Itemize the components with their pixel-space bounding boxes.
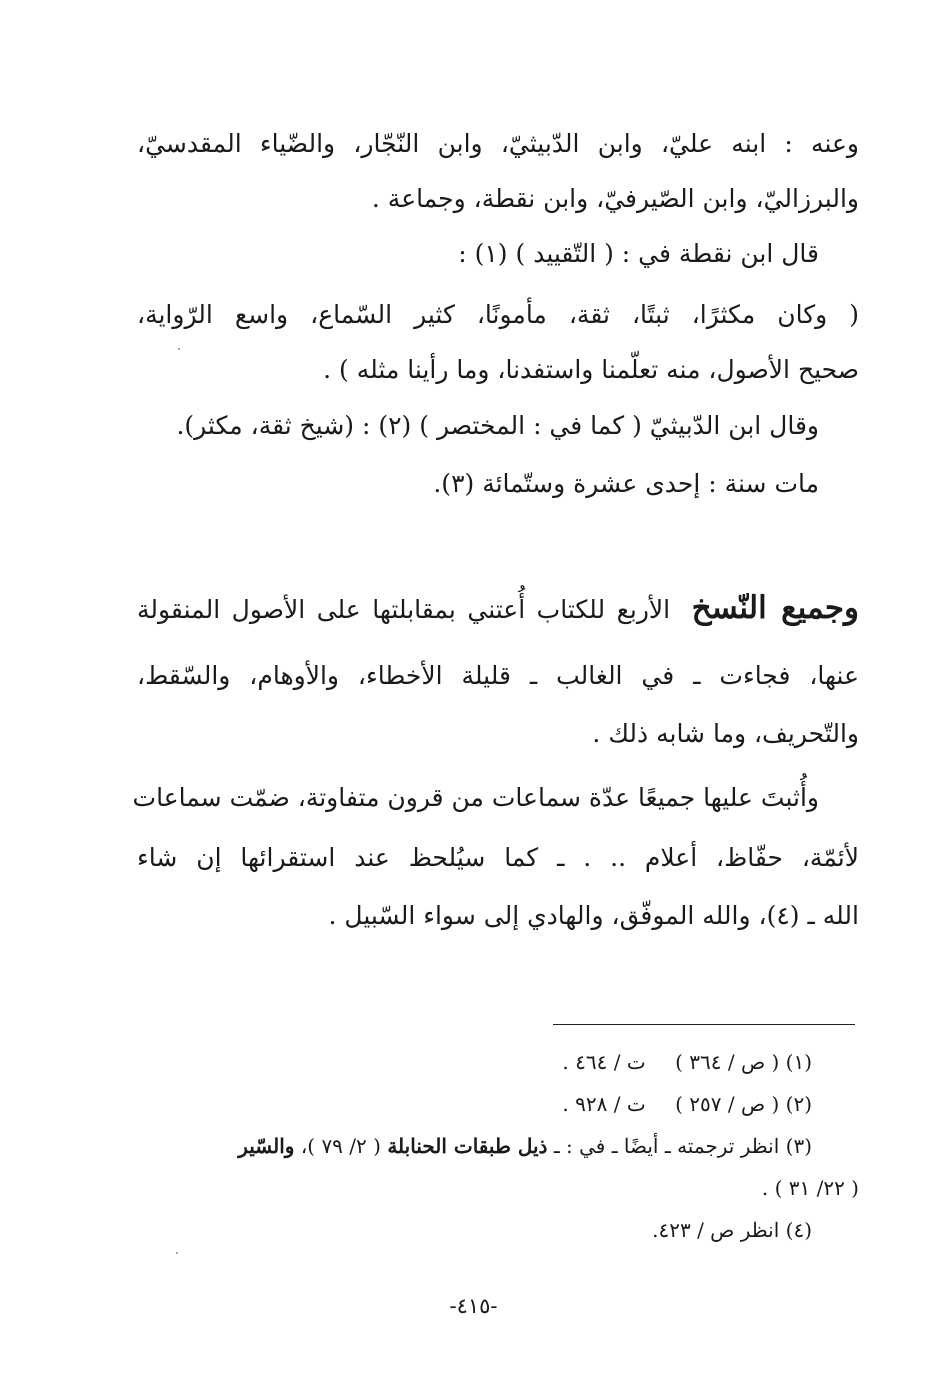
dubaythi-quote: وقال ابن الدّبيثيّ ( كما في : المختصر ) (٢) : (شيخ ثقة، مكثر). (176, 411, 819, 440)
section3-line3: الله ـ (٤)، والله الموفّق، والهادي إلى سواء السّبيل . (328, 901, 859, 930)
footnote-1 (562, 1048, 812, 1076)
section2-line3: والتّحريف، وما شابه ذلك . (592, 719, 859, 748)
footnote-3-line2: ( ٢٢/ ٣١ ) . (761, 1176, 859, 1200)
quote-line2: صحيح الأصول، منه تعلّمنا واستفدنا، وما رأينا مثله ) . (323, 355, 859, 384)
scan-speck (178, 348, 180, 350)
scan-speck (176, 1252, 178, 1254)
quote-intro: قال ابن نقطة في : ( التّقييد ) (١) : (458, 239, 819, 268)
footnote-3-start: (٣) انظر ترجمته ـ أيضًا ـ في : ـ (553, 1134, 812, 1158)
page-number: -٤١٥- (449, 1294, 498, 1318)
footnote-2 (562, 1090, 812, 1118)
section2-line1 (137, 590, 859, 628)
quote-line1: ( وكان مكثرًا، ثبتًا، ثقة، مأمونًا، كثير السّماع، واسع الرّواية، (137, 300, 859, 329)
footnote-3-line1 (238, 1132, 812, 1160)
para1-line2: والبرزاليّ، وابن الصّيرفيّ، وابن نقطة، وجماعة . (371, 184, 859, 213)
section3-line1: وأُثبتَ عليها جميعًا عدّة سماعات من قرون متفاوتة، ضمّت سماعات (132, 783, 819, 812)
footnote-divider (553, 1024, 855, 1025)
death-date: مات سنة : إحدى عشرة وستّمائة (٣). (433, 469, 819, 498)
footnote-1-tail: ت / ٤٦٤ . (562, 1050, 646, 1074)
footnote-3-book2: والسّير (238, 1134, 295, 1158)
section2-line2: عنها، فجاءت ـ في الغالب ـ قليلة الأخطاء، والأوهام، والسّقط، (137, 661, 859, 690)
footnote-1-ref: (١) ( ص / ٣٦٤ ) (675, 1050, 812, 1074)
footnote-4: (٤) انظر ص / ٤٢٣. (652, 1218, 812, 1242)
section3-line2: لأئمّة، حفّاظ، أعلام .. . ـ كما سيُلحظ عند استقرائها إن شاء (137, 843, 859, 872)
footnote-3-book1: ذيل طبقات الحنابلة (387, 1134, 548, 1158)
footnote-2-ref: (٢) ( ص / ٢٥٧ ) (675, 1092, 812, 1116)
para1-line1: وعنه : ابنه عليّ، وابن الدّبيثيّ، وابن النّجّار، والضّياء المقدسيّ، (137, 129, 859, 158)
section2-lead: وجميع النّسخ (691, 590, 860, 626)
footnote-3-middle: ( ٢/ ٧٩ )، (300, 1134, 381, 1158)
footnote-2-tail: ت / ٩٢٨ . (562, 1092, 646, 1116)
section2-line1-text: الأربع للكتاب أُعتني بمقابلتها على الأصول المنقولة (137, 595, 671, 624)
